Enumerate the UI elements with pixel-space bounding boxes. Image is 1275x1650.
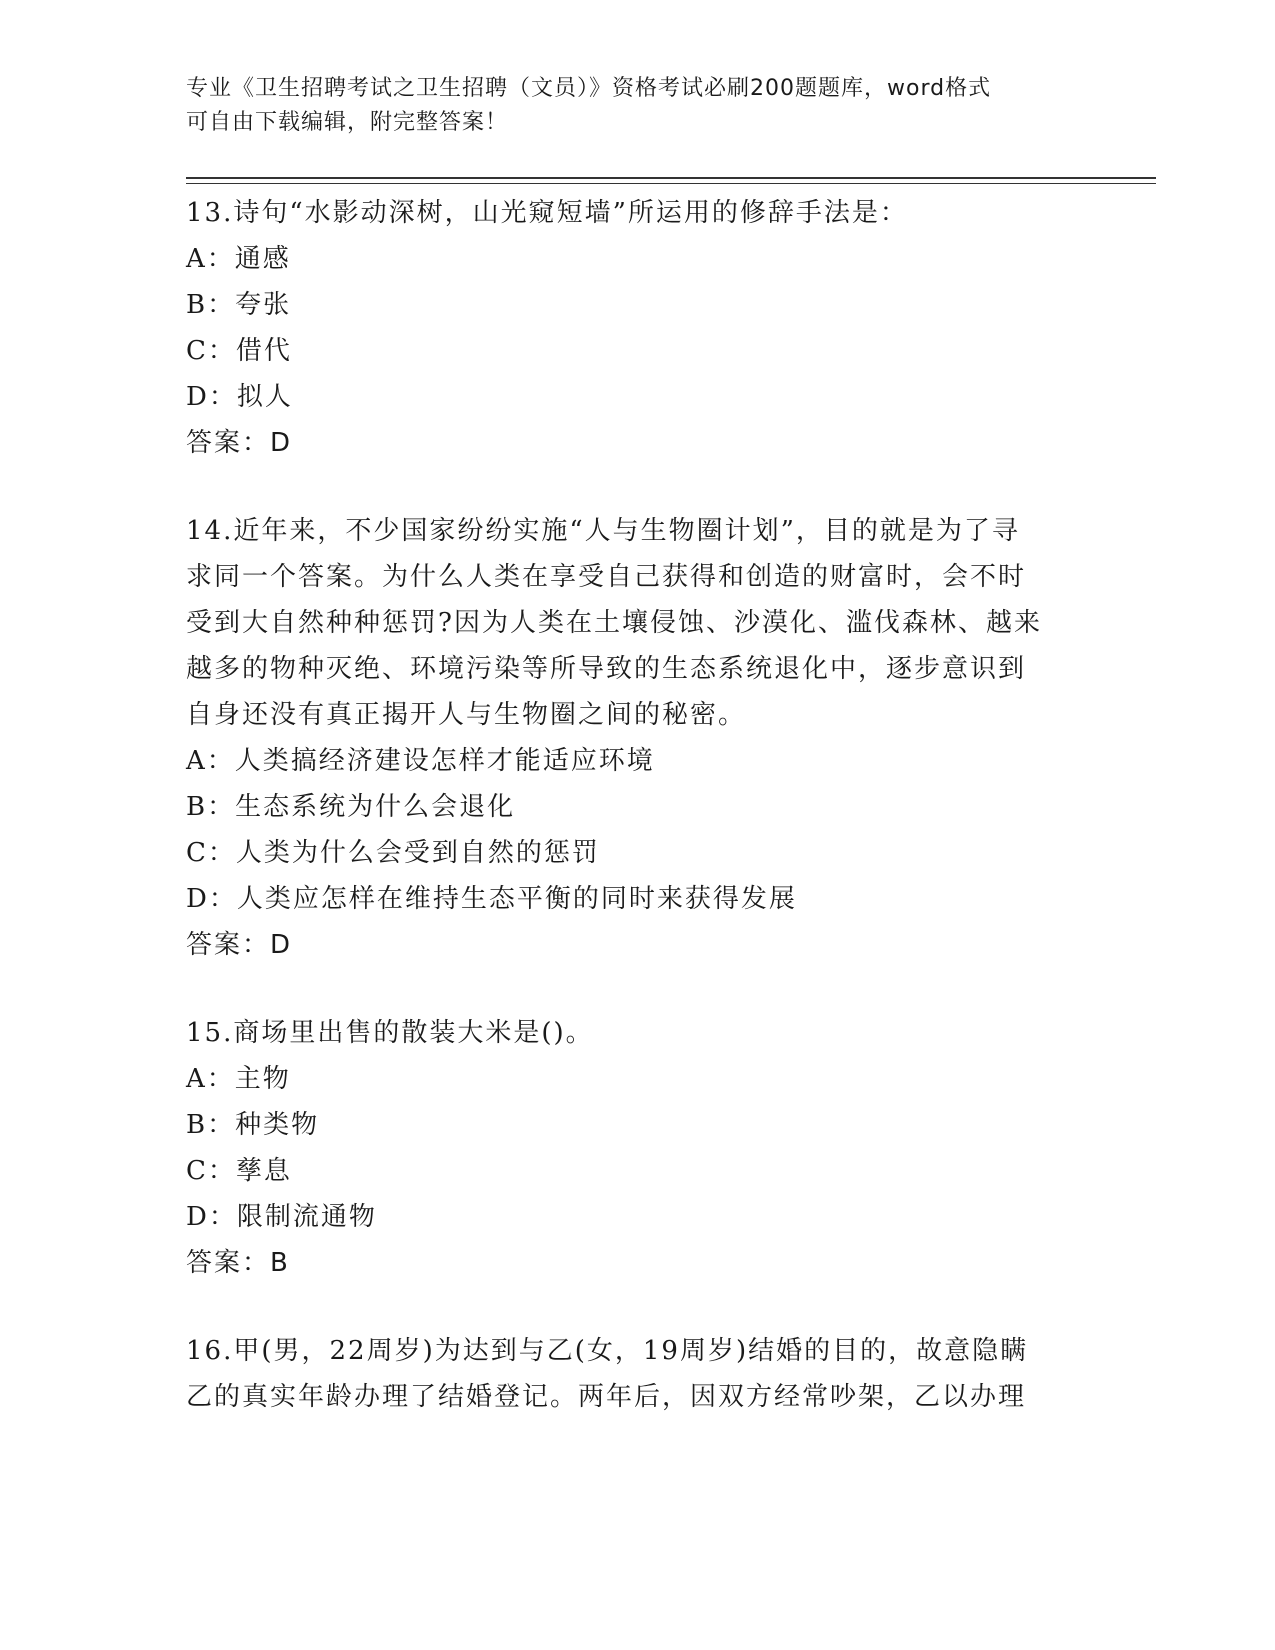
option-a: A：人类搞经济建设怎样才能适应环境 xyxy=(186,746,655,776)
question-text-line-1: 16.甲(男，22周岁)为达到与乙(女，19周岁)结婚的目的，故意隐瞒 xyxy=(186,1336,1029,1366)
question-text-line-3: 受到大自然种种惩罚?因为人类在土壤侵蚀、沙漠化、滥伐森林、越来 xyxy=(186,608,1042,638)
header-line-1: 专业《卫生招聘考试之卫生招聘（文员）》资格考试必刷200题题库，word格式 xyxy=(186,76,992,101)
header-rule-thin xyxy=(186,183,1156,184)
answer-line: 答案：D xyxy=(186,930,293,960)
header-line-2: 可自由下载编辑，附完整答案！ xyxy=(186,110,509,135)
question-text: 13.诗句“水影动深树，山光窥短墙”所运用的修辞手法是： xyxy=(186,198,908,228)
question-16 xyxy=(186,1328,1086,1420)
question-text-line-2: 求同一个答案。为什么人类在享受自己获得和创造的财富时，会不时 xyxy=(186,562,1027,592)
option-d: D：限制流通物 xyxy=(186,1202,377,1232)
document-header xyxy=(186,72,1066,140)
question-15 xyxy=(186,1010,1086,1286)
option-b: B：种类物 xyxy=(186,1110,320,1140)
answer-line: 答案：B xyxy=(186,1248,290,1278)
question-13 xyxy=(186,190,1086,466)
option-d: D：人类应怎样在维持生态平衡的同时来获得发展 xyxy=(186,884,797,914)
option-a: A：通感 xyxy=(186,244,291,274)
header-rule-thick xyxy=(186,177,1156,179)
option-b: B：生态系统为什么会退化 xyxy=(186,792,516,822)
option-c: C：孳息 xyxy=(186,1156,292,1186)
option-d: D：拟人 xyxy=(186,382,293,412)
question-text-line-2: 乙的真实年龄办理了结婚登记。两年后，因双方经常吵架，乙以办理 xyxy=(186,1382,1027,1412)
option-c: C：人类为什么会受到自然的惩罚 xyxy=(186,838,600,868)
answer-line: 答案：D xyxy=(186,428,293,458)
question-14 xyxy=(186,508,1086,968)
question-text-line-5: 自身还没有真正揭开人与生物圈之间的秘密。 xyxy=(186,700,747,730)
question-text-line-4: 越多的物种灭绝、环境污染等所导致的生态系统退化中，逐步意识到 xyxy=(186,654,1027,684)
option-b: B：夸张 xyxy=(186,290,292,320)
option-a: A：主物 xyxy=(186,1064,291,1094)
option-c: C：借代 xyxy=(186,336,292,366)
question-text: 15.商场里出售的散装大米是()。 xyxy=(186,1018,594,1048)
question-text-line-1: 14.近年来，不少国家纷纷实施“人与生物圈计划”，目的就是为了寻 xyxy=(186,516,1020,546)
question-list xyxy=(186,190,1086,1462)
